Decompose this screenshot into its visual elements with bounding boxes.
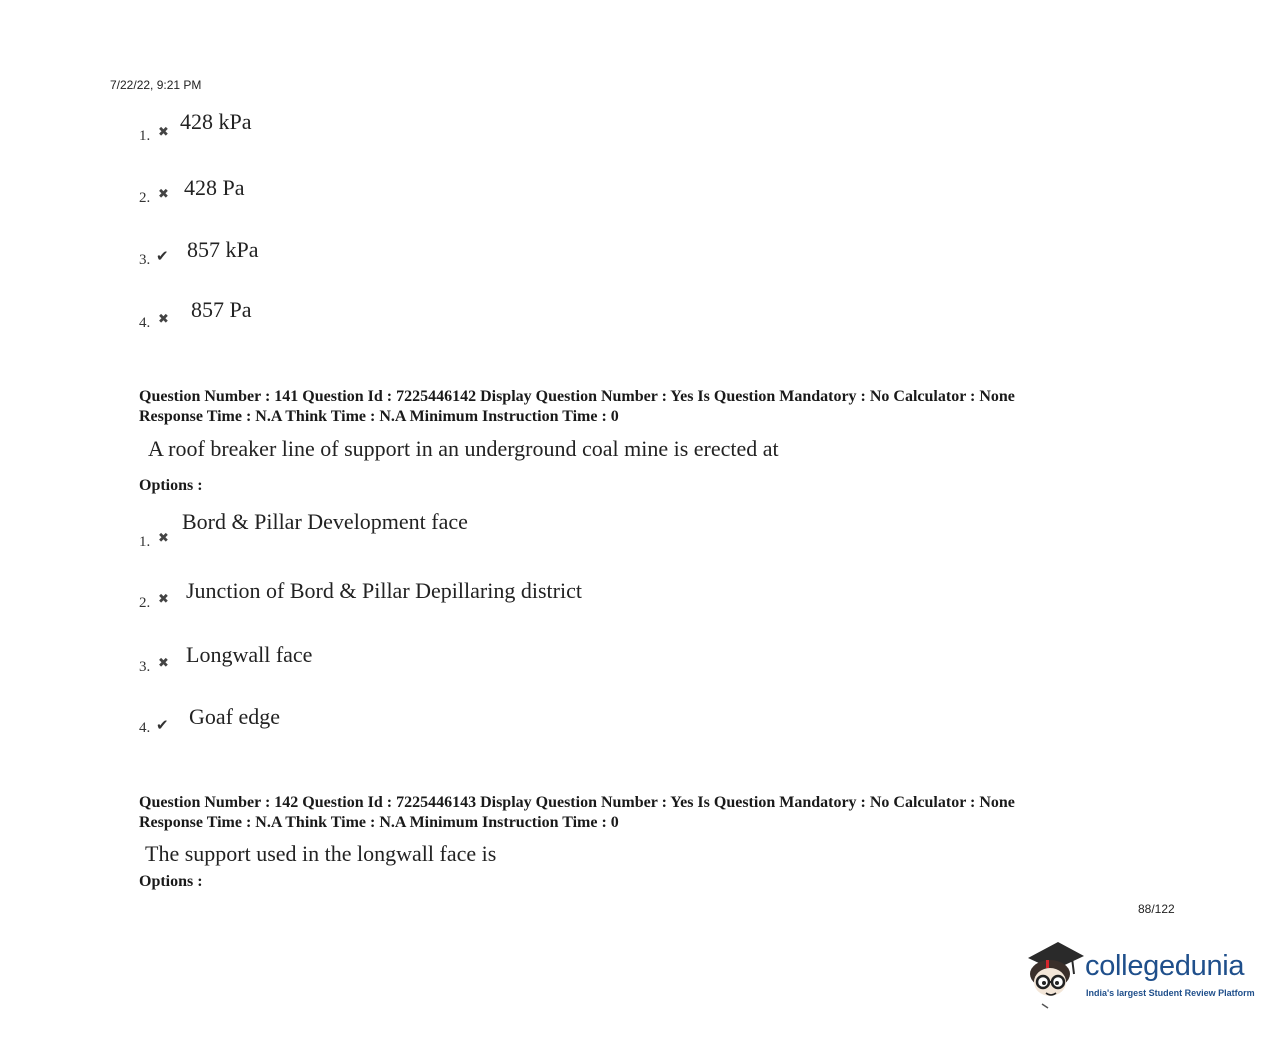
mascot-icon — [1022, 938, 1084, 1012]
option-number: 2. — [139, 190, 151, 206]
logo-tagline: India's largest Student Review Platform — [1086, 988, 1255, 998]
question-text: A roof breaker line of support in an underground coal mine is erected at — [148, 436, 779, 461]
option-number: 4. — [139, 315, 151, 331]
option-text: Longwall face — [186, 642, 313, 667]
cross-mark-icon: ✖ — [158, 187, 169, 202]
check-mark-icon: ✔ — [156, 716, 169, 734]
question-meta-line1: Question Number : 142 Question Id : 7225446143 Display Question Number : Yes Is Question Mandatory : No Calculator : None — [139, 794, 1015, 811]
option-number: 3. — [139, 252, 151, 268]
collegedunia-logo — [1022, 938, 1262, 1012]
logo-wordmark: collegedunia — [1085, 950, 1245, 982]
cross-mark-icon: ✖ — [158, 656, 169, 671]
option-text: Junction of Bord & Pillar Depillaring district — [186, 578, 582, 603]
cross-mark-icon: ✖ — [158, 125, 169, 140]
print-timestamp: 7/22/22, 9:21 PM — [110, 78, 202, 92]
option-number: 4. — [139, 720, 151, 736]
options-label: Options : — [139, 873, 203, 890]
option-text: Goaf edge — [189, 704, 281, 729]
option-number: 3. — [139, 659, 151, 675]
option-number: 2. — [139, 595, 151, 611]
cross-mark-icon: ✖ — [158, 312, 169, 327]
question-meta-line1: Question Number : 141 Question Id : 7225446142 Display Question Number : Yes Is Question Mandatory : No Calculator : None — [139, 388, 1015, 405]
question-meta-line2: Response Time : N.A Think Time : N.A Minimum Instruction Time : 0 — [139, 814, 619, 831]
option-number: 1. — [139, 128, 151, 144]
question-text: The support used in the longwall face is — [145, 841, 497, 866]
option-text: 428 Pa — [184, 175, 245, 200]
option-text: Bord & Pillar Development face — [182, 509, 468, 534]
option-number: 1. — [139, 534, 151, 550]
option-text: 428 kPa — [180, 109, 252, 134]
option-text: 857 kPa — [187, 237, 259, 262]
cross-mark-icon: ✖ — [158, 531, 169, 546]
option-text: 857 Pa — [191, 297, 252, 322]
check-mark-icon: ✔ — [156, 247, 169, 265]
question-meta-line2: Response Time : N.A Think Time : N.A Minimum Instruction Time : 0 — [139, 408, 619, 425]
options-label: Options : — [139, 477, 203, 494]
cross-mark-icon: ✖ — [158, 592, 169, 607]
page-number: 88/122 — [1138, 902, 1175, 916]
